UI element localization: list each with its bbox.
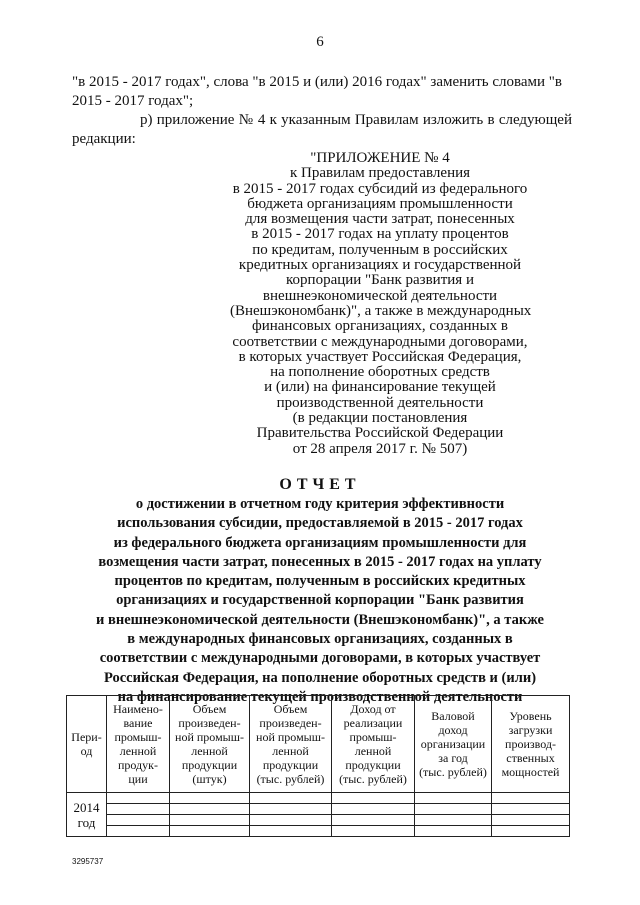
appendix-line: внешнеэкономической деятельности [262,287,498,304]
table-cell [492,793,570,804]
report-subtitle-line: о достижении в отчетном году критерия эффективности [135,496,505,512]
appendix-line: "ПРИЛОЖЕНИЕ № 4 [310,150,450,166]
table-cell [250,826,332,837]
appendix-line: и (или) на финансирование текущей [264,379,496,396]
appendix-line: (в редакции постановления [292,410,468,427]
table-cell [170,826,250,837]
table-cell [170,804,250,815]
table-cell [107,804,170,815]
appendix-line: в которых участвует Российская Федерация, [238,348,522,365]
report-subtitle-line: в международных финансовых организациях, созданных в [127,631,513,648]
appendix-line: в 2015 - 2017 годах субсидий из федерального [232,180,528,197]
year-cell: 2014 год [67,793,107,837]
table-cell [415,826,492,837]
appendix-line: по кредитам, полученным в российских [252,241,508,258]
table-cell [250,815,332,826]
table-row [67,826,570,837]
table-cell [492,804,570,815]
table-cell [415,815,492,826]
report-subtitle-line: использования субсидии, предоставляемой в 2015 - 2017 годах [117,515,523,532]
appendix-line: производственной деятельности [276,394,484,411]
appendix-line: к Правилам предоставления [289,165,471,182]
report-subtitle-line: на финансирование текущей производственной деятельности [117,688,523,705]
table-cell [107,815,170,826]
paragraph-amendment: "в 2015 - 2017 годах", слова "в 2015 и (или) 2016 годах" заменить словами "в 2015 - 2017 годах"; [72,74,563,109]
table-cell [415,804,492,815]
report-title: ОТЧЕТ [279,476,361,493]
report-subtitle [60,495,580,707]
appendix-line: для возмещения части затрат, понесенных [245,211,515,228]
appendix-line: корпорации "Банк развития и [286,272,474,289]
col-header-capacity-load: Уровень загрузки производ- ственных мощностей [492,696,570,793]
col-header-gross-income: Валовой доход организации за год (тыс. рублей) [415,696,492,793]
report-subtitle-line: соответствии с международными договорами, в которых участвует [99,650,541,667]
table-header-row [67,696,570,793]
table-cell [492,815,570,826]
appendix-line: на пополнение оборотных средств [270,364,490,381]
col-header-volume-rubles: Объем произведен- ной промыш- ленной продукции (тыс. рублей) [250,696,332,793]
paragraph-appendix-intro: р) приложение № 4 к указанным Правилам изложить в следующей редакции: [72,112,572,147]
col-header-product-name: Наимено- вание промыш- ленной продук- ции [107,696,170,793]
table-cell [107,793,170,804]
report-subtitle-line: процентов по кредитам, полученным в российских кредитных [114,573,526,590]
page-number: 6 [316,34,324,50]
table-cell [492,826,570,837]
document-code: 3295737 [72,857,104,866]
report-subtitle-line: организациях и государственной корпорации "Банк развития [116,592,524,609]
table-row [67,815,570,826]
table-cell [415,793,492,804]
appendix-line: кредитных организациях и государственной [238,257,522,274]
report-subtitle-line: возмещения части затрат, понесенных в 2015 - 2017 годах на уплату [98,553,542,570]
col-header-sales-income: Доход от реализации промыш- ленной продукции (тыс. рублей) [332,696,415,793]
table-cell [170,793,250,804]
appendix-line: бюджета организациям промышленности [247,195,513,212]
table-cell [332,804,415,815]
appendix-heading [230,151,530,457]
table-row [67,804,570,815]
appendix-line: (Внешэкономбанк)", а также в международных [230,302,532,319]
appendix-line: в 2015 - 2017 годах на уплату процентов [251,226,509,243]
table-cell [107,826,170,837]
col-header-period: Пери- од [67,696,107,793]
appendix-line: финансовых организациях, созданных в [252,318,508,335]
table-cell [250,804,332,815]
report-subtitle-line: и внешнеэкономической деятельности (Внешэкономбанк)", а также [96,611,544,628]
col-header-volume-units: Объем произведен- ной промыш- ленной продукции (штук) [170,696,250,793]
table-cell [332,815,415,826]
table-cell [250,793,332,804]
table-cell [332,793,415,804]
report-subtitle-line: Российская Федерация, на пополнение оборотных средств и (или) [103,669,537,686]
table-row [67,793,570,804]
report-subtitle-line: из федерального бюджета организациям промышленности для [113,534,527,551]
report-table [66,695,570,837]
appendix-line: от 28 апреля 2017 г. № 507) [292,440,468,457]
table-cell [170,815,250,826]
appendix-line: Правительства Российской Федерации [256,425,504,442]
table-cell [332,826,415,837]
appendix-line: соответствии с международными договорами, [232,333,528,350]
